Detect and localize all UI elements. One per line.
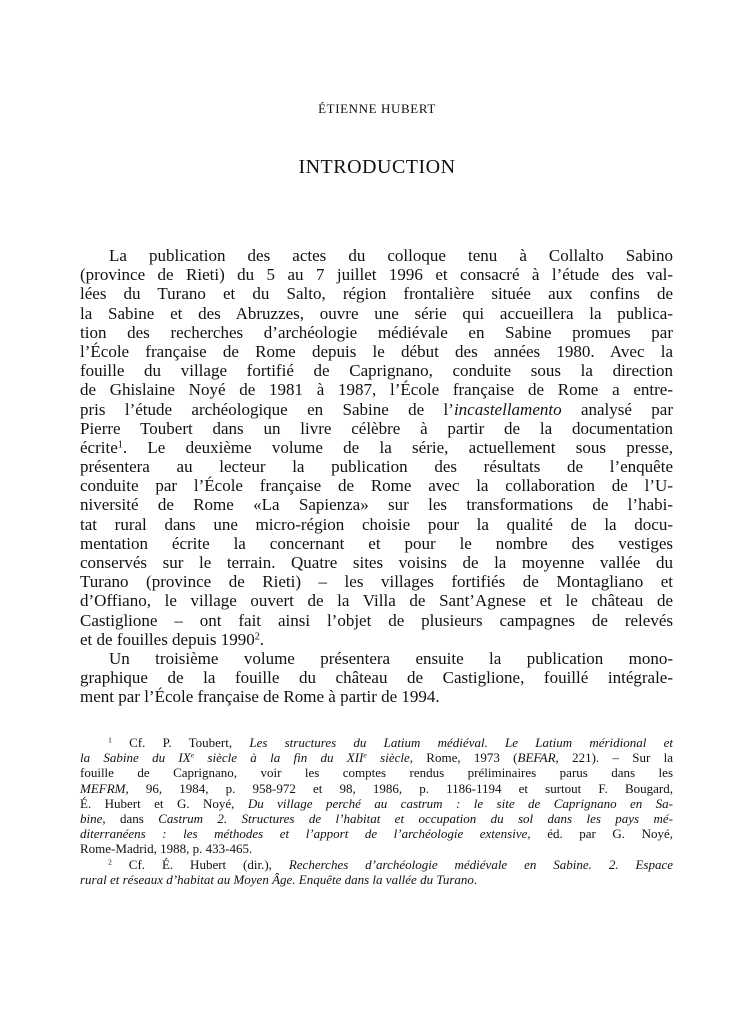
footnote-1-line: Rome-Madrid, 1988, p. 433-465. xyxy=(80,841,253,857)
running-header-author: ÉTIENNE HUBERT xyxy=(318,101,436,116)
text-line: la Sabine et des Abruzzes, ouvre une série qui accueillera la publica- xyxy=(80,303,673,323)
text-line: Un troisième volume présentera ensuite la publication mono- xyxy=(109,648,673,668)
italic-term: incastellamento xyxy=(453,399,562,419)
footnotes xyxy=(80,735,673,887)
body-text xyxy=(80,246,673,707)
text-line: conduite par l’École française de Rome avec la collaboration de l’U- xyxy=(80,476,673,496)
text-line: graphique de la fouille du château de Castiglione, fouillé intégrale- xyxy=(80,668,673,688)
text-line: fouille du village fortifié de Caprignano, conduite sous la direction xyxy=(80,361,673,381)
paragraph-1 xyxy=(80,246,673,649)
footnote-1-marker: 1 xyxy=(108,735,112,745)
text-line: présentera au lecteur la publication des résultats de l’enquête xyxy=(80,457,673,477)
footnote-1-line: fouille de Caprignano, voir les comptes rendus préliminaires parus dans les xyxy=(80,765,673,781)
text-line: écrite$^1$. Le deuxième volume de la série, actuellement sous presse, xyxy=(80,437,673,457)
text-line: niversité de Rome «La Sapienza» sur les transformations de l’habi- xyxy=(80,495,673,515)
footnote-2-marker: 2 xyxy=(108,857,112,867)
text-line: tat rural dans une micro-région choisie pour la qualité de la docu- xyxy=(80,514,673,534)
paragraph-2 xyxy=(80,649,673,707)
text-line: Pierre Toubert dans un livre célèbre à partir de la documentation xyxy=(80,418,673,438)
text-line: lées du Turano et du Salto, région frontalière située aux confins de xyxy=(80,284,673,304)
footnote-1-line: diterranéens : les méthodes et l’apport de l’archéologie extensive, éd. par G. Noyé, xyxy=(80,826,674,842)
footnote-1-line: bine, dans Castrum 2. Structures de l’habitat et occupation du sol dans les pays mé- xyxy=(80,810,673,826)
footnote-1-line: $^1$ Cf. P. Toubert, Les structures du Latium médiéval. Le Latium méridional et xyxy=(108,735,673,750)
text-line: d’Offiano, le village ouvert de la Villa de Sant’Agnese et le château de xyxy=(80,591,673,611)
footnote-reference: 1 xyxy=(117,439,123,451)
text-line: Castiglione – ont fait ainsi l’objet de plusieurs campagnes de relevés xyxy=(80,610,673,630)
footnote-1-line: É. Hubert et G. Noyé, Du village perché au castrum : le site de Caprignano en Sa- xyxy=(80,795,674,811)
text-line: La publication des actes du colloque tenu à Collalto Sabino xyxy=(109,246,673,265)
text-line: pris l’étude archéologique en Sabine de l’incastellamento analysé par xyxy=(80,399,674,419)
footnote-1-line: la Sabine du IXe siècle à la fin du XIIe siècle, Rome, 1973 (BEFAR, 221). – Sur la xyxy=(80,750,673,766)
footnote-2-line: rural et réseaux d’habitat au Moyen Âge. Enquête dans la vallée du Turano. xyxy=(80,871,478,887)
chapter-title: INTRODUCTION xyxy=(298,156,456,178)
footnote-reference: 2 xyxy=(254,631,260,643)
text-line: conservés sur le terrain. Quatre sites voisins de la moyenne vallée du xyxy=(80,553,673,572)
footnote-1-line: MEFRM, 96, 1984, p. 958-972 et 98, 1986, p. 1186-1194 et surtout F. Bougard, xyxy=(80,780,673,796)
text-line: (province de Rieti) du 5 au 7 juillet 1996 et consacré à l’étude des val- xyxy=(80,265,673,285)
text-line: et de fouilles depuis 1990$^2$. xyxy=(80,629,265,649)
text-line: mentation écrite la concernant et pour le nombre des vestiges xyxy=(80,533,673,553)
text-line: l’École française de Rome depuis le début des années 1980. Avec la xyxy=(80,341,673,361)
text-line: de Ghislaine Noyé de 1981 à 1987, l’École française de Rome a entre- xyxy=(80,380,673,400)
text-line: ment par l’École française de Rome à partir de 1994. xyxy=(80,687,440,707)
text-line: Turano (province de Rieti) – les villages fortifiés de Montagliano et xyxy=(80,572,673,592)
text-line: tion des recherches d’archéologie médiévale en Sabine promues par xyxy=(80,322,673,342)
footnote-2-line: $^2$ Cf. É. Hubert (dir.), Recherches d’archéologie médiévale en Sabine. 2. Espace xyxy=(108,856,674,872)
